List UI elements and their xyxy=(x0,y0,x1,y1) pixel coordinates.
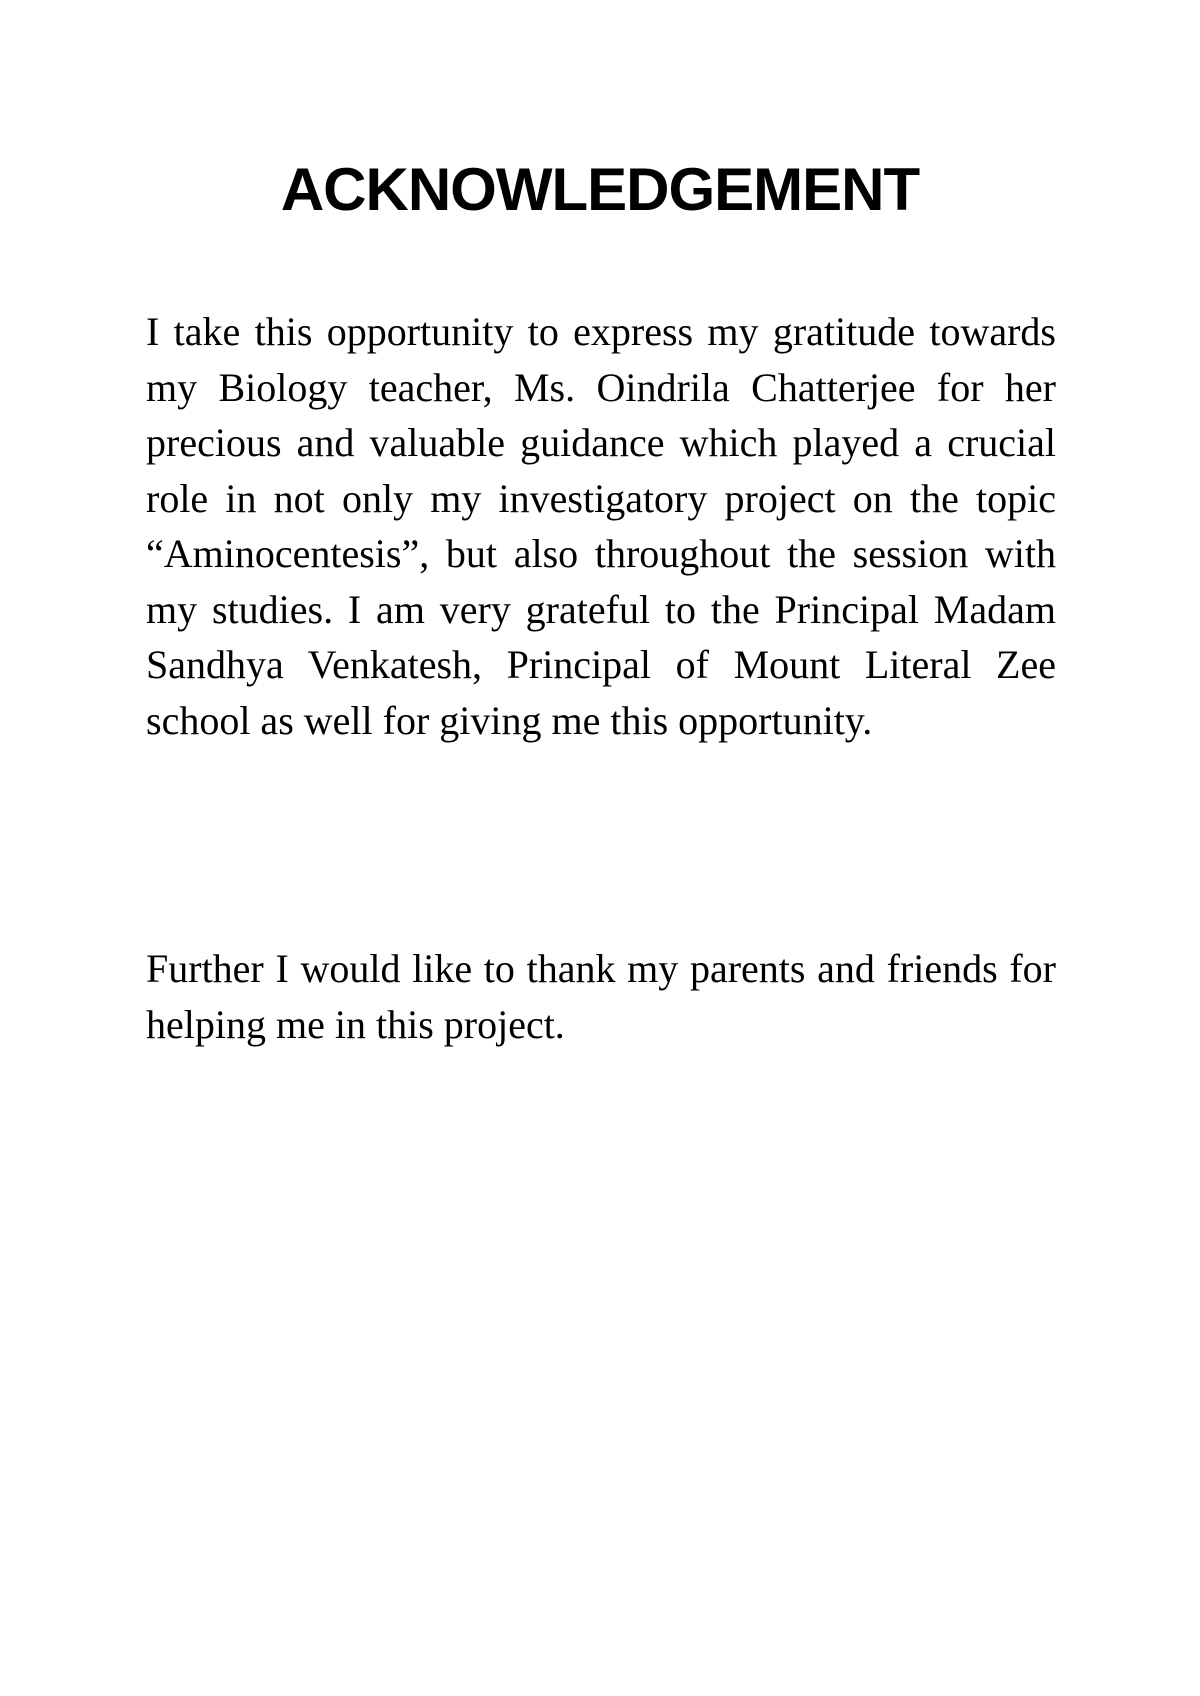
acknowledgement-paragraph-2: Further I would like to thank my parents and friends for helping me in this project. xyxy=(146,946,1056,1047)
acknowledgement-paragraph-1: I take this opportunity to express my gratitude towards my Biology teacher, Ms. Oindrila Chatterjee for her precious and valuable guidance which played a crucial role in not only my investigatory project on the topic “Aminocentesis”, but also throughout the session with my studies. I am very grateful to the Principal Madam Sandhya Venkatesh, Principal of Mount Literal Zee school as well for giving me this opportunity. xyxy=(146,309,1056,743)
page-title: ACKNOWLEDGEMENT xyxy=(280,156,920,223)
